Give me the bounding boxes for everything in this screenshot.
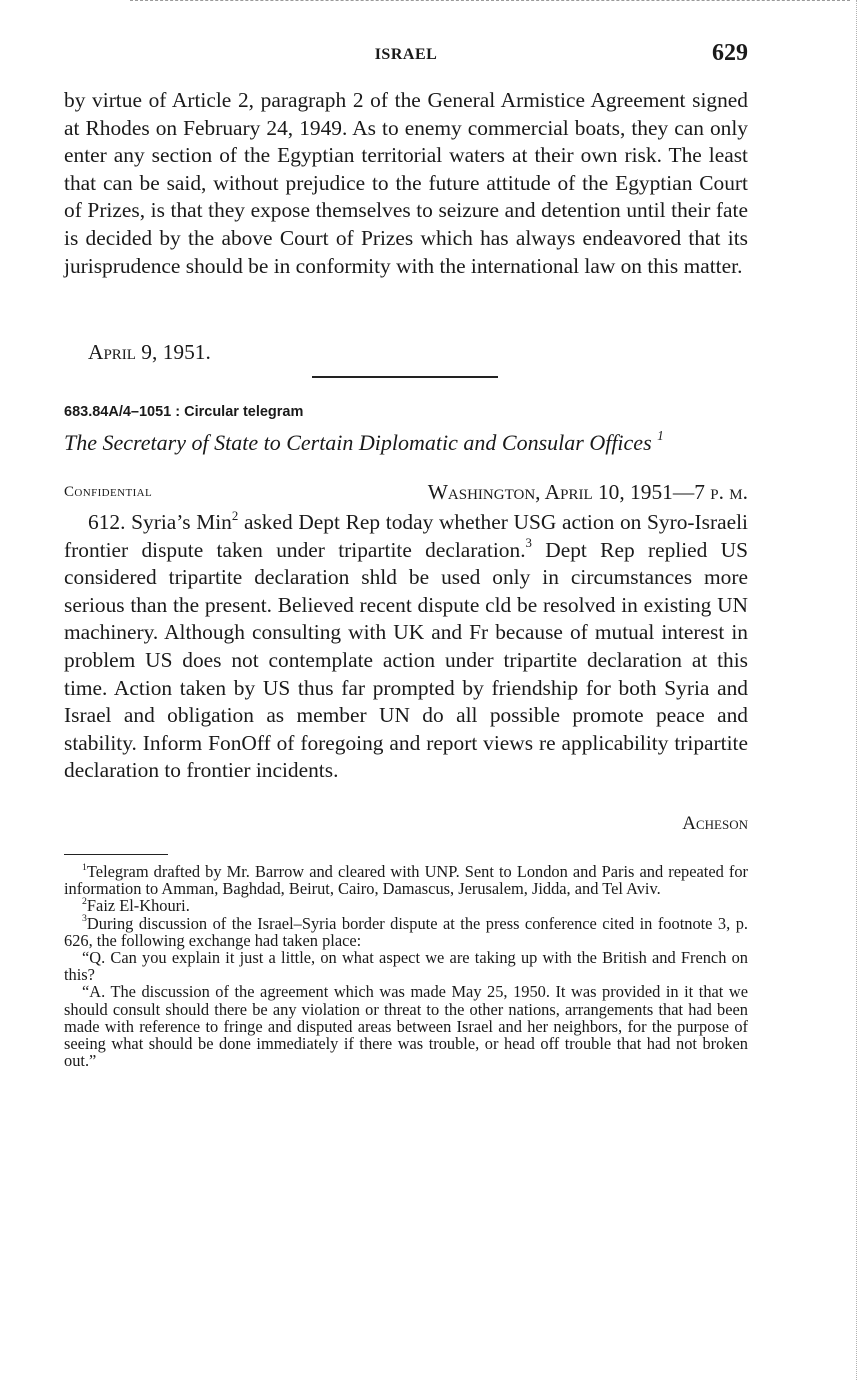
footnote-ref-2: 2 — [231, 508, 239, 523]
footnote-text: “Q. Can you explain it just a little, on what aspect we are taking up with the British and French on this? — [64, 948, 748, 985]
footnote-marker: 1 — [82, 861, 87, 873]
footnote-marker: 2 — [82, 895, 87, 907]
footnote-text: During discussion of the Israel–Syria border dispute at the press conference cited in footnote 3, p. 626, the following exchange had taken place: — [64, 913, 748, 950]
footnote-ref-1: 1 — [657, 428, 664, 444]
top-edge-rule — [130, 0, 850, 1]
running-head — [64, 40, 748, 74]
continued-paragraph: by virtue of Article 2, paragraph 2 of the General Armistice Agreement signed at Rhodes on February 24, 1949. As to enemy commercial boats, they can only enter any section of the Egyptian territorial waters at their own risk. The least that can be said, without prejudice to the future attitude of the Egyptian Court of Prizes, is that they expose themselves to seizure and detention until their fate is decided by the above Court of Prizes which has always endeavored that its jurisprudence should be in conformity with the international law on this matter. — [64, 88, 748, 278]
place-date: Washington, April 10, 1951—7 p. m. — [427, 480, 748, 504]
file-reference: 683.84A/4–1051 : Circular telegram — [64, 404, 304, 420]
footnote-text: Faiz El-Khouri. — [86, 896, 190, 916]
footnote — [64, 863, 748, 897]
footnote-quote — [64, 949, 748, 983]
telegram-body-c: Dept Rep replied US considered tripartite declaration shld be used only in circumstances more serious than the present. Believed recent dispute cld be resolved in existing UN machinery. Although consulting with UK and Fr because of mutual interest in problem US does not contemplate action under tripartite declaration at this time. Action taken by US thus far prompted by friendship for both Syria and Israel and obligation as member UN do all possible promote peace and stability. Inform FonOff of foregoing and report views re applicability tripartite declaration to frontier incidents. — [64, 537, 748, 783]
running-title: ISRAEL — [374, 46, 438, 63]
classification: Confidential — [64, 484, 153, 500]
classification-line — [64, 480, 748, 510]
telegram-body-a: 612. Syria’s Min — [88, 510, 232, 534]
document-separator — [312, 376, 498, 378]
footnote-text: Telegram drafted by Mr. Barrow and cleared with UNP. Sent to London and Paris and repeated for information to Amman, Baghdad, Beirut, Cairo, Damascus, Jerusalem, Jidda, and Tel Aviv. — [64, 862, 748, 899]
page-number: 629 — [712, 40, 748, 66]
footnote-marker: 3 — [82, 913, 87, 925]
signature: Acheson — [682, 813, 748, 834]
document-heading — [64, 430, 748, 456]
footnote-rule — [64, 854, 168, 855]
footnote-text: “A. The discussion of the agreement which was made May 25, 1950. It was provided in it that we should consult should there be any violation or threat to the other nations, arrangements that had been made with reference to fringe and disputed areas between Israel and her neighbors, for the purpose of seeing what should be done immediately if there was trouble, or head off trouble that had not broken out.” — [64, 982, 748, 1071]
first-document-date: April 9, 1951. — [88, 340, 211, 364]
footnote-ref-3: 3 — [525, 536, 532, 551]
footnote — [64, 915, 748, 949]
telegram-body — [64, 509, 748, 785]
footnotes — [64, 863, 748, 1069]
telegram-body-b: asked Dept Rep today whether USG action on Syro-Israeli frontier dispute taken under tripartite declaration. — [64, 510, 748, 562]
page-edge-rule — [856, 0, 857, 1380]
heading-text: The Secretary of State to Certain Diplomatic and Consular Offices — [64, 430, 652, 455]
footnote — [64, 897, 748, 914]
footnote-quote — [64, 983, 748, 1069]
